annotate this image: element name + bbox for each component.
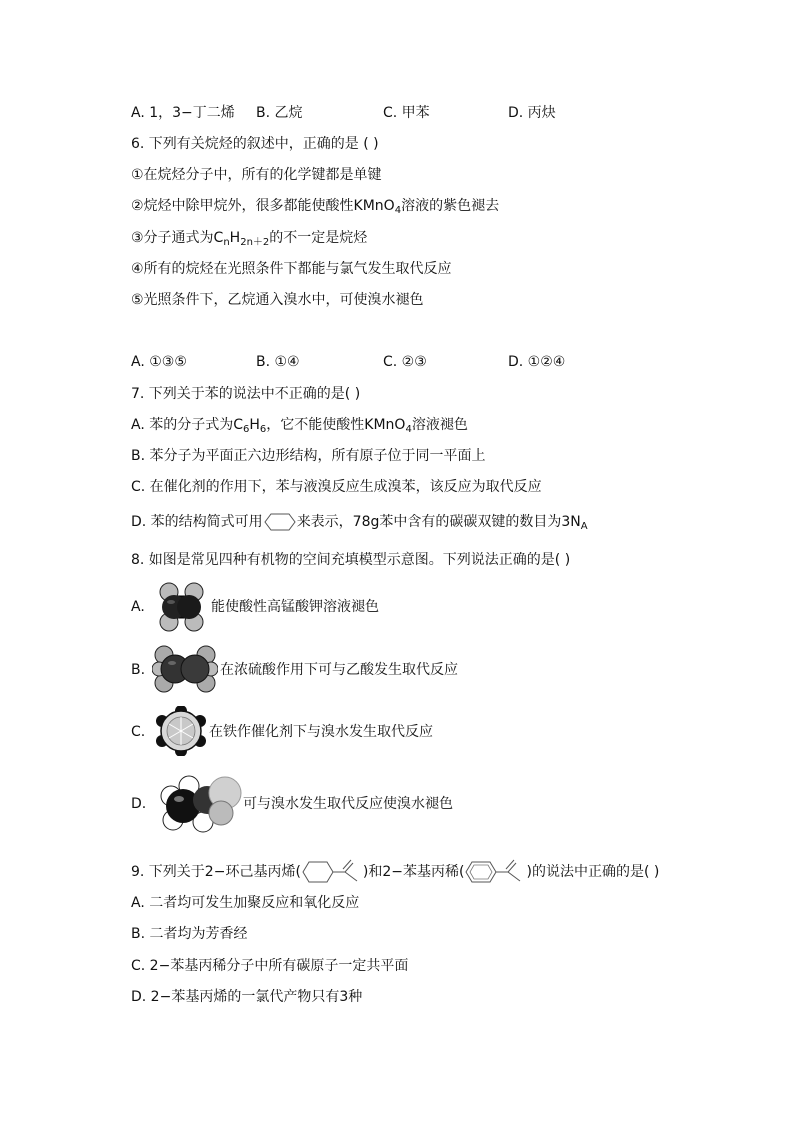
ethylene-space-filling-model-icon: [156, 581, 210, 633]
acetic-acid-space-filling-model-icon: [155, 774, 245, 834]
q6-statement-5: ⑤光照条件下，乙烷通入溴水中，可使溴水褪色: [131, 292, 424, 308]
q9-stem: 9. 下列关于2−环己基丙烯( )和2−苯基丙稀( )的说法中正确的是( ): [131, 857, 659, 887]
2-cyclohexylpropene-structure-icon: [301, 857, 363, 887]
q8-option-b-label: B.: [131, 662, 146, 678]
q9-option-a: A. 二者均可发生加聚反应和氧化反应: [131, 895, 360, 911]
q8-option-a-text: 能使酸性高锰酸钾溶液褪色: [211, 599, 379, 615]
2-phenylpropene-structure-icon: [464, 857, 526, 887]
q7-option-a: A. 苯的分子式为$C_6H_6$，它不能使酸性KMnO$_4$溶液褪色: [131, 417, 468, 435]
q8-stem: 8. 如图是常见四种有机物的空间充填模型示意图。下列说法正确的是( ): [131, 552, 571, 568]
q6-statement-4: ④所有的烷烃在光照条件下都能与氯气发生取代反应: [131, 261, 452, 277]
q6-option-a: A. ①③⑤: [131, 354, 187, 370]
q6-option-d: D. ①②④: [508, 354, 566, 370]
q8-option-b-text: 在浓硫酸作用下可与乙酸发生取代反应: [220, 662, 458, 678]
q8-option-a-label: A.: [131, 599, 145, 615]
q5-option-a: A. 1，3−丁二烯: [131, 105, 235, 121]
q5-option-b: B. 乙烷: [256, 105, 303, 121]
q5-option-d: D. 丙炔: [508, 105, 556, 121]
q9-option-b: B. 二者均为芳香经: [131, 926, 248, 942]
q8-option-d-label: D.: [131, 796, 147, 812]
q9-option-c: C. 2−苯基丙稀分子中所有碳原子一定共平面: [131, 958, 409, 974]
q7-option-c: C. 在催化剂的作用下，苯与液溴反应生成溴苯，该反应为取代反应: [131, 479, 542, 495]
q7-stem: 7. 下列关于苯的说法中不正确的是( ): [131, 386, 361, 402]
benzene-space-filling-model-icon: [155, 706, 207, 756]
q8-option-c-text: 在铁作催化剂下与溴水发生取代反应: [209, 724, 433, 740]
q6-option-b: B. ①④: [256, 354, 300, 370]
benzene-kekule-icon: [263, 512, 297, 532]
q6-option-c: C. ②③: [383, 354, 427, 370]
q6-statement-1: ①在烷烃分子中，所有的化学键都是单键: [131, 167, 382, 183]
q7-option-b: B. 苯分子为平面正六边形结构，所有原子位于同一平面上: [131, 448, 486, 464]
q6-statement-3: ③分子通式为$C_nH_{2n+2}$的不一定是烷烃: [131, 230, 368, 248]
q8-option-d-text: 可与溴水发生取代反应使溴水褪色: [243, 796, 453, 812]
q6-statement-2: ②烷烃中除甲烷外，很多都能使酸性KMnO$_4$溶液的紫色褪去: [131, 198, 500, 216]
q8-option-c-label: C.: [131, 724, 146, 740]
q7-option-d: D. 苯的结构简式可用 来表示，78g苯中含有的碳碳双键的数目为$3N_A$: [131, 514, 588, 532]
q6-stem: 6. 下列有关烷烃的叙述中，正确的是 ( ): [131, 136, 379, 152]
ethanol-space-filling-model-icon: [152, 644, 218, 694]
q9-option-d: D. 2−苯基丙烯的一氯代产物只有3种: [131, 989, 363, 1005]
q5-option-c: C. 甲苯: [383, 105, 430, 121]
